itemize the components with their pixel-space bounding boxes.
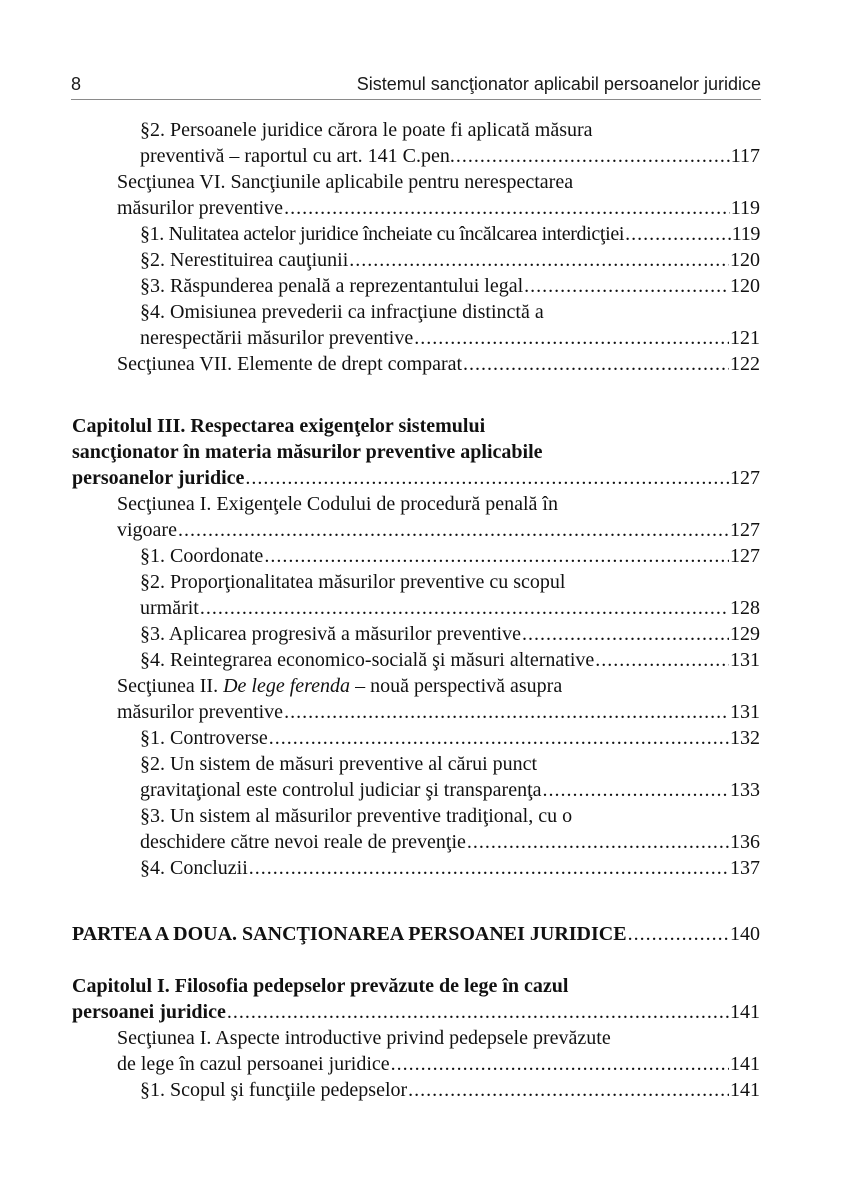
toc-entry[interactable]: §4. Concluzii ..... 137 xyxy=(140,855,760,881)
leader-dots xyxy=(284,195,730,221)
toc-entry[interactable]: gravitaţional este controlul judiciar şi transparenţa ..... 133 xyxy=(140,777,760,803)
leader-dots xyxy=(349,247,729,273)
leader-dots xyxy=(200,595,729,621)
toc-entry[interactable]: §3. Răspunderea penală a reprezentantului legal ..... 120 xyxy=(140,273,760,299)
toc-entry: §4. Omisiunea prevederii ca infracţiune distinctă a xyxy=(140,301,544,323)
leader-dots xyxy=(178,517,729,543)
page-ref: 117 xyxy=(730,145,760,167)
leader-dots xyxy=(595,647,729,673)
page-ref: 141 xyxy=(730,1053,760,1075)
toc-entry[interactable]: preventivă – raportul cu art. 141 C.pen. ..... 117 xyxy=(140,143,760,169)
toc-entry: §2. Proporţionalitatea măsurilor preventive cu scopul xyxy=(140,571,566,593)
page-ref: 129 xyxy=(730,623,760,645)
toc-chapter: Capitolul I. Filosofia pedepselor prevăzute de lege în cazul xyxy=(72,975,569,997)
toc-entry[interactable]: §1. Controverse ..... 132 xyxy=(140,725,760,751)
toc-chapter: sancţionator în materia măsurilor preventive aplicabile xyxy=(72,441,543,463)
toc-entry[interactable]: §4. Reintegrarea economico-socială şi măsuri alternative ..... 131 xyxy=(140,647,760,673)
toc-part[interactable]: PARTEA A DOUA. SANCŢIONAREA PERSOANEI JURIDICE ..... 140 xyxy=(72,921,760,947)
toc-entry: Secţiunea I. Exigenţele Codului de procedură penală în xyxy=(117,493,558,515)
leader-dots xyxy=(524,273,729,299)
page-ref: 122 xyxy=(730,353,760,375)
toc-entry: Secţiunea VI. Sancţiunile aplicabile pentru nerespectarea xyxy=(117,171,574,193)
toc-entry: §2. Un sistem de măsuri preventive al cărui punct xyxy=(140,753,538,775)
toc-entry[interactable]: de lege în cazul persoanei juridice ..... 141 xyxy=(117,1051,760,1077)
page-ref: 141 xyxy=(730,1079,760,1101)
toc-entry[interactable]: §1. Scopul şi funcţiile pedepselor ..... 141 xyxy=(140,1077,760,1103)
toc-entry: §2. Persoanele juridice cărora le poate fi aplicată măsura xyxy=(140,119,593,141)
page-ref: 137 xyxy=(730,857,760,879)
page-ref: 120 xyxy=(730,249,760,271)
toc-entry: §3. Un sistem al măsurilor preventive tradiţional, cu o xyxy=(140,805,573,827)
toc-entry[interactable]: măsurilor preventive ..... 131 xyxy=(117,699,760,725)
leader-dots xyxy=(391,1051,729,1077)
page-ref: 119 xyxy=(731,223,760,245)
page-ref: 121 xyxy=(730,327,760,349)
leader-dots xyxy=(249,855,729,881)
page-ref: 128 xyxy=(730,597,760,619)
page-ref: 132 xyxy=(730,727,760,749)
toc-chapter[interactable]: persoanei juridice ..... 141 xyxy=(72,999,760,1025)
toc-entry[interactable]: deschidere către nevoi reale de prevenţie ..... 136 xyxy=(140,829,760,855)
leader-dots xyxy=(628,921,729,947)
toc-entry: Secţiunea II. De lege ferenda – nouă perspectivă asupra xyxy=(117,675,563,697)
page-ref: 141 xyxy=(730,1001,760,1023)
page-ref: 136 xyxy=(730,831,760,853)
toc-entry[interactable]: §1. Coordonate ..... 127 xyxy=(140,543,760,569)
leader-dots xyxy=(543,777,729,803)
toc-chapter: Capitolul III. Respectarea exigenţelor sistemului xyxy=(72,415,486,437)
toc-entry[interactable]: nerespectării măsurilor preventive ..... 121 xyxy=(140,325,760,351)
leader-dots xyxy=(227,999,729,1025)
page-ref: 127 xyxy=(730,467,760,489)
toc-entry[interactable]: §3. Aplicarea progresivă a măsurilor preventive ..... 129 xyxy=(140,621,760,647)
page-ref: 140 xyxy=(730,923,760,945)
toc-entry[interactable]: urmărit ..... 128 xyxy=(140,595,760,621)
leader-dots xyxy=(456,143,730,169)
toc-entry[interactable]: vigoare ..... 127 xyxy=(117,517,760,543)
page-ref: 131 xyxy=(730,701,760,723)
page-number: 8 xyxy=(71,74,82,94)
leader-dots xyxy=(414,325,729,351)
running-title: Sistemul sancţionator aplicabil persoanelor juridice xyxy=(356,74,761,94)
toc-entry[interactable]: Secţiunea VII. Elemente de drept comparat ..... 122 xyxy=(117,351,760,377)
leader-dots xyxy=(264,543,729,569)
toc-entry[interactable]: §2. Nerestituirea cauţiunii ..... 120 xyxy=(140,247,760,273)
latin-term: De lege ferenda xyxy=(223,675,351,697)
leader-dots xyxy=(284,699,729,725)
toc-entry[interactable]: măsurilor preventive ..... 119 xyxy=(117,195,760,221)
leader-dots xyxy=(463,351,729,377)
leader-dots xyxy=(522,621,729,647)
header-rule xyxy=(71,99,761,100)
page-ref: 133 xyxy=(730,779,760,801)
page-ref: 120 xyxy=(730,275,760,297)
leader-dots xyxy=(408,1077,729,1103)
running-header xyxy=(71,74,761,100)
toc-entry: Secţiunea I. Aspecte introductive privind pedepsele prevăzute xyxy=(117,1027,611,1049)
page-ref: 131 xyxy=(730,649,760,671)
toc-entry[interactable]: §1. Nulitatea actelor juridice încheiate cu încălcarea interdicţiei ..... 119 xyxy=(140,221,760,247)
leader-dots xyxy=(269,725,729,751)
page-ref: 119 xyxy=(730,197,760,219)
leader-dots xyxy=(467,829,729,855)
toc-chapter[interactable]: persoanelor juridice ..... 127 xyxy=(72,465,760,491)
leader-dots xyxy=(625,221,731,247)
page-ref: 127 xyxy=(730,519,760,541)
page-ref: 127 xyxy=(730,545,760,567)
leader-dots xyxy=(245,465,729,491)
